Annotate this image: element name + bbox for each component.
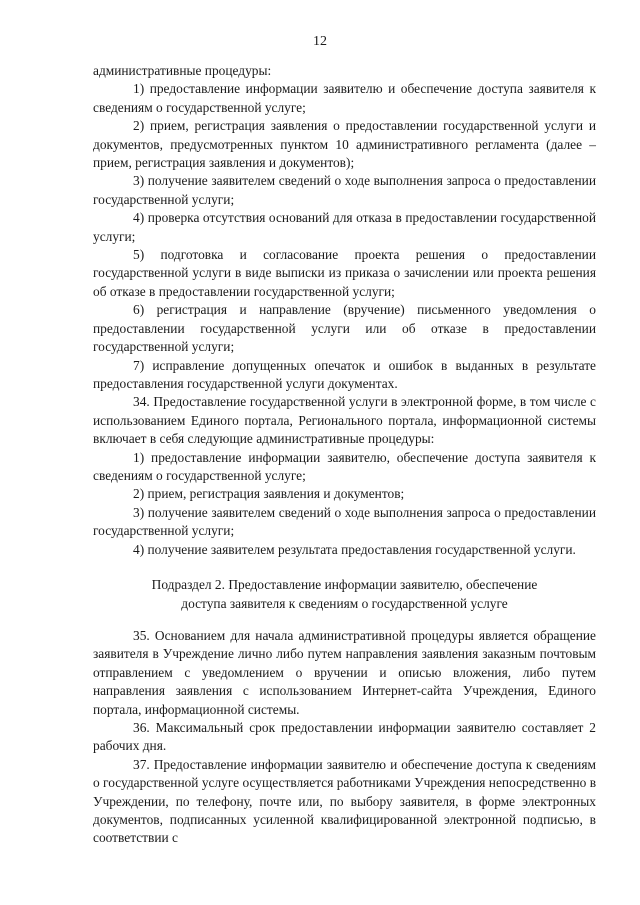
subsection-heading-line-1: Подраздел 2. Предоставление информации заявителю, обеспечение bbox=[151, 576, 538, 592]
paragraph: 5) подготовка и согласование проекта решения о предоставлении государственной услуги в виде выписки из приказа о зачислении или проекта решения об отказе в предоставлении государственной услуги; bbox=[93, 247, 596, 299]
paragraph: 3) получение заявителем сведений о ходе выполнения запроса о предоставлении государственной услуги; bbox=[93, 173, 596, 207]
paragraph: 36. Максимальный срок предоставлении информации заявителю составляет 2 рабочих дня. bbox=[93, 720, 596, 754]
paragraph: 7) исправление допущенных опечаток и ошибок в выданных в результате предоставления государственной услуги документах. bbox=[93, 357, 596, 391]
paragraph: 35. Основанием для начала административной процедуры является обращение заявителя в Учреждение лично либо путем направления заявления заказным почтовым отправлением с уведомлением о вручении и описью вложения, либо путем направления заявления с использованием Интернет-сайта Учреждения, Единого портала, информационной системы. bbox=[93, 627, 596, 717]
paragraph: 6) регистрация и направление (вручение) письменного уведомления о предоставлении государственной услуги или об отказе в предоставлении государственной услуги; bbox=[93, 302, 596, 355]
paragraph: 3) получение заявителем сведений о ходе выполнения запроса о предоставлении государственной услуги; bbox=[93, 504, 596, 539]
subsection-heading bbox=[93, 575, 596, 613]
paragraph: 1) предоставление информации заявителю и обеспечение доступа заявителя к сведениям о государственной услуге; bbox=[93, 81, 596, 115]
paragraph: 4) проверка отсутствия оснований для отказа в предоставлении государственной услуги; bbox=[93, 210, 596, 244]
paragraph: 4) получение заявителем результата предоставления государственной услуги. bbox=[133, 541, 576, 557]
paragraph: 1) предоставление информации заявителю, обеспечение доступа заявителя к сведениям о государственной услуге; bbox=[93, 449, 596, 483]
paragraph: 2) прием, регистрация заявления и документов; bbox=[133, 486, 405, 502]
paragraph: 34. Предоставление государственной услуги в электронной форме, в том числе с использованием Единого портала, Регионального портала, информационной системы включает в себя следующие административные процедуры: bbox=[93, 394, 596, 447]
paragraph-group-top bbox=[93, 62, 596, 559]
document-body bbox=[93, 62, 596, 848]
paragraph: 2) прием, регистрация заявления о предоставлении государственной услуги и документов, предусмотренных пунктом 10 административного регламента (далее – прием, регистрация заявления и документов); bbox=[93, 118, 596, 171]
subsection-heading-line-2: доступа заявителя к сведениям о государственной услуге bbox=[181, 595, 508, 611]
page-number: 12 bbox=[313, 34, 327, 49]
paragraph: 37. Предоставление информации заявителю и обеспечение доступа к сведениям о государственной услуге осуществляется работниками Учреждения непосредственно в Учреждении, по телефону, почте или, по выбору заявителя, в форме электронных документов, подписанных усиленной квалифицированной электронной подписью, в соответствии с bbox=[93, 756, 597, 846]
paragraph: административные процедуры: bbox=[93, 63, 272, 78]
paragraph-group-bottom bbox=[93, 627, 596, 848]
